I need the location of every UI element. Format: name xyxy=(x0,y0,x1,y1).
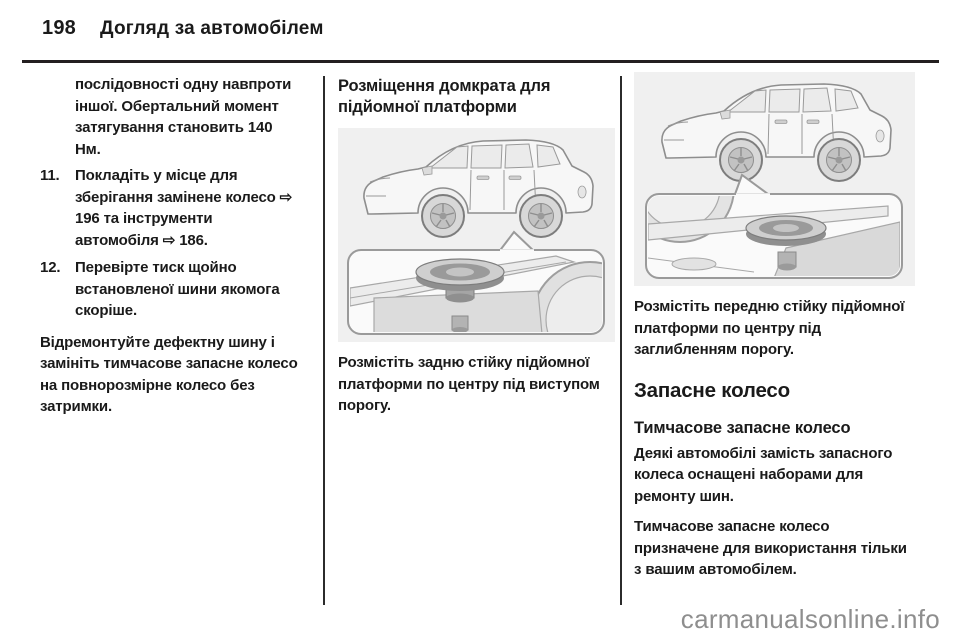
page-number: 198 xyxy=(42,17,76,39)
column-3 xyxy=(634,72,915,581)
list-number: 12. xyxy=(40,259,61,276)
spare-wheel-paragraph-2: Тимчасове запасне колесо призначене для використання тільки з вашим автомобілем. xyxy=(634,518,907,578)
section-heading-lift-placement: Розміщення домкрата для підйомної платформи xyxy=(338,77,551,116)
list-number: 11. xyxy=(40,167,60,184)
continued-paragraph: послідовності одну навпроти іншої. Обертальний момент затягування становить 140 Нм. xyxy=(75,76,292,158)
suv-rear-jack-point-drawing xyxy=(338,128,615,342)
column-divider-right xyxy=(620,76,622,605)
watermark-link[interactable]: carmanualsonline.info xyxy=(680,604,940,634)
list-text: Покладіть у місце для зберігання замінене колесо ⇨ 196 та інструменти автомобіля ⇨ 186. xyxy=(75,167,293,249)
column-2 xyxy=(338,74,615,417)
section-heading-spare-wheel: Запасне колесо xyxy=(634,378,790,402)
rear-jack-point-illustration xyxy=(338,128,615,342)
list-item-11 xyxy=(40,165,300,251)
column-1 xyxy=(40,74,300,418)
list-text: Перевірте тиск щойно встановленої шини якомога скоріше. xyxy=(75,259,280,319)
front-jack-point-illustration xyxy=(634,72,915,286)
suv-front-jack-point-drawing xyxy=(634,72,915,286)
column-divider-left xyxy=(323,76,325,605)
list-item-12 xyxy=(40,257,300,322)
front-jack-point-caption: Розмістіть передню стійку підйомної платформи по центру під заглибленням порогу. xyxy=(634,298,905,358)
closing-paragraph: Відремонтуйте дефектну шину і замініть тимчасове запасне колесо на повнорозмірне колесо без затримки. xyxy=(40,333,298,415)
rear-jack-point-caption: Розмістіть задню стійку підйомної платформи по центру під виступом порогу. xyxy=(338,354,600,414)
spare-wheel-paragraph-1: Деякі автомобілі замість запасного колеса оснащені наборами для ремонту шин. xyxy=(634,444,893,505)
header-rule xyxy=(22,60,939,63)
subsection-heading-temporary-spare: Тимчасове запасне колесо xyxy=(634,418,851,437)
chapter-title: Догляд за автомобілем xyxy=(100,18,324,39)
